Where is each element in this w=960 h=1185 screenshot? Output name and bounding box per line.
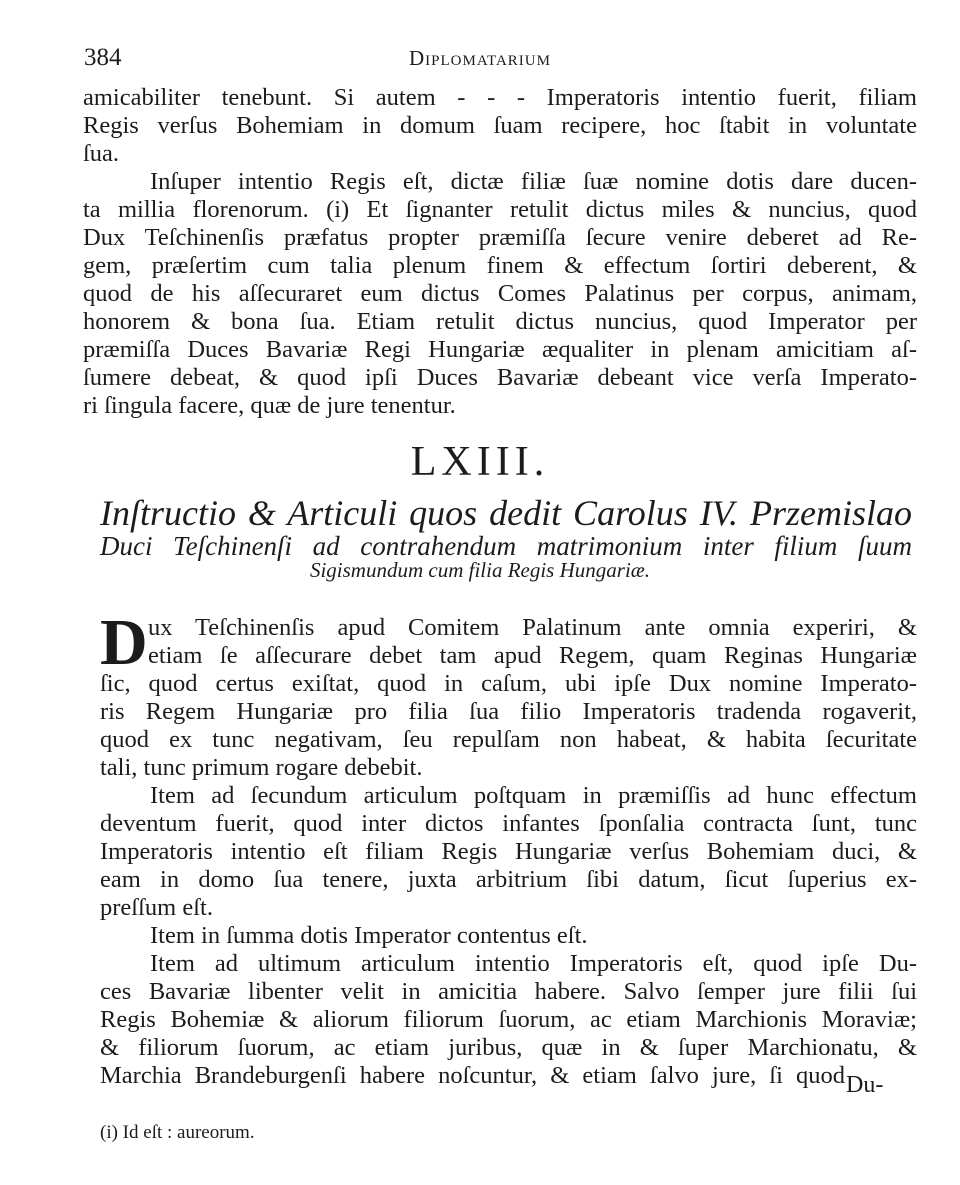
section-title-line-1: Inſtructio & Articuli quos dedit Carolus IV. Przemislao (100, 493, 912, 533)
section-number: LXIII. (410, 439, 550, 485)
footnote: (i) Id eſt : aureorum. (100, 1122, 255, 1143)
running-head: Diplomatarium (409, 46, 551, 70)
body-line: quod de his aſſecuraret eum dictus Comes Palatinus per corpus, animam, (83, 280, 917, 307)
body-line: honorem & bona ſua. Etiam retulit dictus nuncius, quod Imperator per (83, 308, 917, 335)
section-title-line-2: Duci Teſchinenſi ad contrahendum matrimonium inter filium ſuum (100, 531, 912, 561)
body-line: gem, præſertim cum talia plenum finem & effectum ſortiri deberent, & (83, 252, 917, 279)
body-line: deventum fuerit, quod inter dictos infantes ſponſalia contracta ſunt, tunc (100, 810, 917, 837)
body-line: quod ex tunc negativam, ſeu repulſam non habeat, & habita ſecuritate (100, 726, 917, 753)
body-line: ces Bavariæ libenter velit in amicitia habere. Salvo ſemper jure filii ſui (100, 978, 917, 1005)
page-number: 384 (84, 44, 122, 71)
body-line: Regis Bohemiæ & aliorum filiorum ſuorum, ac etiam Marchionis Moraviæ; (100, 1006, 917, 1033)
body-line: etiam ſe aſſecurare debet tam apud Regem, quam Reginas Hungariæ (148, 642, 917, 669)
body-line: Inſuper intentio Regis eſt, dictæ filiæ ſuæ nomine dotis dare ducen- (150, 168, 917, 195)
body-line: Imperatoris intentio eſt filiam Regis Hungariæ verſus Bohemiam duci, & (100, 838, 917, 865)
catchword: Du- (846, 1072, 884, 1098)
body-line: eam in domo ſua tenere, juxta arbitrium ſibi datum, ſicut ſuperius ex- (100, 866, 917, 893)
body-line: Item ad ultimum articulum intentio Imperatoris eſt, quod ipſe Du- (150, 950, 917, 977)
body-line: ux Teſchinenſis apud Comitem Palatinum ante omnia experiri, & (148, 614, 917, 641)
body-line: ſumere debeat, & quod ipſi Duces Bavariæ debeant vice verſa Imperato- (83, 364, 917, 391)
body-line: ſua. (83, 140, 120, 167)
body-line: amicabiliter tenebunt. Si autem - - - Imperatoris intentio fuerit, filiam (83, 84, 917, 111)
body-line: Regis verſus Bohemiam in domum ſuam recipere, hoc ſtabit in voluntate (83, 112, 917, 139)
body-line: preſſum eſt. (100, 894, 213, 921)
body-line: Marchia Brandeburgenſi habere noſcuntur, & etiam ſalvo jure, ſi quod (100, 1062, 845, 1089)
body-line: ſic, quod certus exiſtat, quod in caſum, ubi ipſe Dux nomine Imperato- (100, 670, 917, 697)
body-line: tali, tunc primum rogare debebit. (100, 754, 423, 781)
body-line: ris Regem Hungariæ pro filia ſua filio Imperatoris tradenda rogaverit, (100, 698, 917, 725)
body-line: præmiſſa Duces Bavariæ Regi Hungariæ æqualiter in plenam amicitiam aſ- (83, 336, 917, 363)
drop-cap: D (100, 606, 148, 679)
body-line: Item ad ſecundum articulum poſtquam in præmiſſis ad hunc effectum (150, 782, 917, 809)
body-line: ri ſingula facere, quæ de jure tenentur. (83, 392, 456, 419)
body-line: Item in ſumma dotis Imperator contentus eſt. (150, 922, 588, 949)
section-title-line-3: Sigismundum cum filia Regis Hungariæ. (309, 558, 651, 582)
body-line: Dux Teſchinenſis præfatus propter præmiſſa ſecure venire deberet ad Re- (83, 224, 917, 251)
body-line: ta millia florenorum. (i) Et ſignanter retulit dictus miles & nuncius, quod (83, 196, 917, 223)
body-line: & filiorum ſuorum, ac etiam juribus, quæ in & ſuper Marchionatu, & (100, 1034, 917, 1061)
